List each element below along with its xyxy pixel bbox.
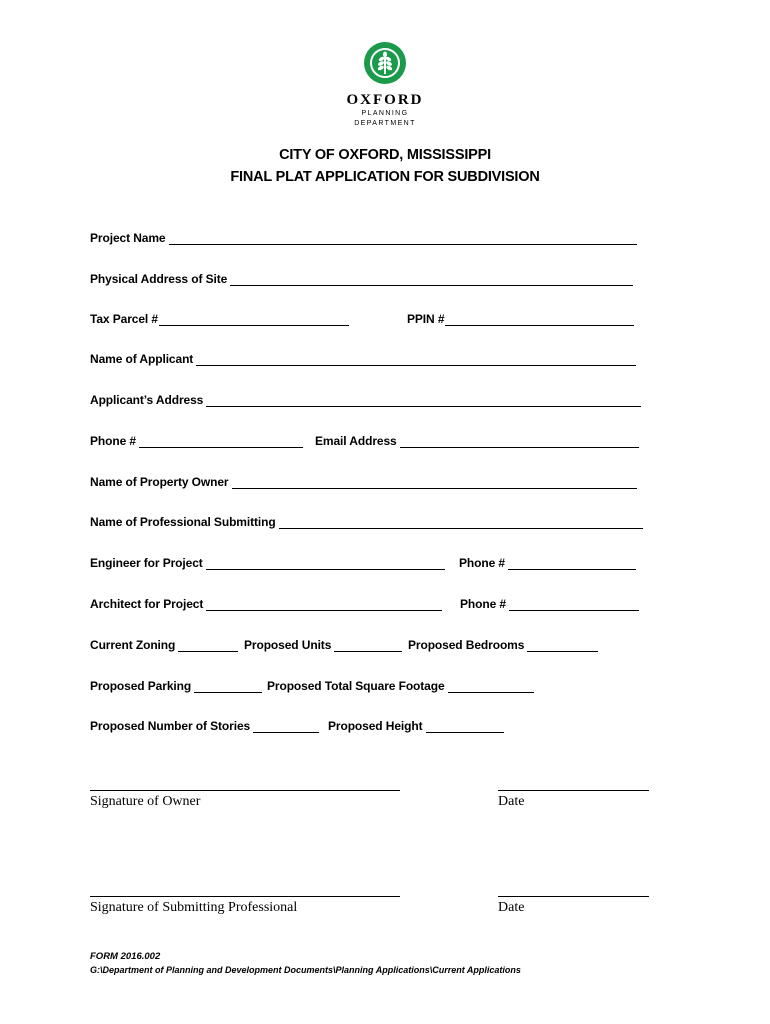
engineer-field <box>90 556 445 570</box>
file-path: G:\Department of Planning and Development Documents\Planning Applications\Current Applications <box>90 965 521 975</box>
email-input[interactable] <box>400 435 639 448</box>
professional-submitting-label: Name of Professional Submitting <box>90 515 276 529</box>
ppin-input[interactable] <box>445 313 634 326</box>
email-label: Email Address <box>315 434 397 448</box>
logo-sub-planning: PLANNING <box>361 110 409 117</box>
engineer-label: Engineer for Project <box>90 556 203 570</box>
property-owner-field <box>90 475 637 489</box>
logo-sub-department: DEPARTMENT <box>354 120 416 127</box>
project-name-field <box>90 231 637 245</box>
proposed-sqft-label: Proposed Total Square Footage <box>267 679 445 693</box>
engineer-phone-field <box>459 556 636 570</box>
proposed-parking-field <box>90 679 262 693</box>
form-number: FORM 2016.002 <box>90 951 161 962</box>
proposed-bedrooms-label: Proposed Bedrooms <box>408 638 525 652</box>
proposed-stories-label: Proposed Number of Stories <box>90 719 251 733</box>
professional-date-label: Date <box>498 900 525 915</box>
applicant-address-input[interactable] <box>206 394 641 407</box>
proposed-sqft-input[interactable] <box>448 680 534 693</box>
professional-signature-line[interactable] <box>90 896 400 897</box>
proposed-height-field <box>328 719 504 733</box>
architect-phone-input[interactable] <box>509 598 639 611</box>
proposed-sqft-field <box>267 679 534 693</box>
email-field <box>315 434 639 448</box>
current-zoning-label: Current Zoning <box>90 638 176 652</box>
proposed-units-field <box>244 638 402 652</box>
architect-phone-label: Phone # <box>460 597 506 611</box>
proposed-bedrooms-input[interactable] <box>527 639 598 652</box>
owner-signature-label: Signature of Owner <box>90 794 201 809</box>
owner-date-label: Date <box>498 794 525 809</box>
page-subtitle: FINAL PLAT APPLICATION FOR SUBDIVISION <box>230 169 540 185</box>
proposed-bedrooms-field <box>408 638 598 652</box>
professional-date-line[interactable] <box>498 896 649 897</box>
phone-input[interactable] <box>139 435 303 448</box>
project-name-input[interactable] <box>169 232 637 245</box>
engineer-phone-label: Phone # <box>459 556 505 570</box>
proposed-height-input[interactable] <box>426 720 504 733</box>
applicant-address-field <box>90 393 641 407</box>
physical-address-label: Physical Address of Site <box>90 272 228 286</box>
ppin-label: PPIN # <box>407 312 445 326</box>
proposed-parking-label: Proposed Parking <box>90 679 192 693</box>
architect-field <box>90 597 442 611</box>
current-zoning-input[interactable] <box>178 639 238 652</box>
owner-signature-line[interactable] <box>90 790 400 791</box>
applicant-name-input[interactable] <box>196 353 636 366</box>
owner-date-line[interactable] <box>498 790 649 791</box>
physical-address-field <box>90 272 633 286</box>
logo-name: OXFORD <box>346 92 424 108</box>
proposed-height-label: Proposed Height <box>328 719 423 733</box>
current-zoning-field <box>90 638 238 652</box>
applicant-name-field <box>90 352 636 366</box>
proposed-parking-input[interactable] <box>194 680 262 693</box>
property-owner-label: Name of Property Owner <box>90 475 229 489</box>
proposed-units-label: Proposed Units <box>244 638 332 652</box>
professional-signature-label: Signature of Submitting Professional <box>90 900 298 915</box>
physical-address-input[interactable] <box>230 273 633 286</box>
professional-submitting-field <box>90 515 643 529</box>
engineer-input[interactable] <box>206 557 445 570</box>
property-owner-input[interactable] <box>232 476 637 489</box>
proposed-stories-input[interactable] <box>253 720 319 733</box>
phone-label: Phone # <box>90 434 136 448</box>
engineer-phone-input[interactable] <box>508 557 636 570</box>
architect-label: Architect for Project <box>90 597 204 611</box>
tax-parcel-label: Tax Parcel # <box>90 312 158 326</box>
leaf-icon <box>364 42 406 84</box>
applicant-name-label: Name of Applicant <box>90 352 194 366</box>
ppin-field <box>407 312 634 326</box>
tax-parcel-field <box>90 312 349 326</box>
applicant-address-label: Applicant’s Address <box>90 393 204 407</box>
proposed-units-input[interactable] <box>334 639 402 652</box>
professional-submitting-input[interactable] <box>279 516 643 529</box>
project-name-label: Project Name <box>90 231 166 245</box>
architect-phone-field <box>460 597 639 611</box>
page-title: CITY OF OXFORD, MISSISSIPPI <box>279 147 491 163</box>
oxford-logo <box>0 42 770 128</box>
proposed-stories-field <box>90 719 319 733</box>
tax-parcel-input[interactable] <box>159 313 349 326</box>
phone-field <box>90 434 303 448</box>
architect-input[interactable] <box>206 598 442 611</box>
